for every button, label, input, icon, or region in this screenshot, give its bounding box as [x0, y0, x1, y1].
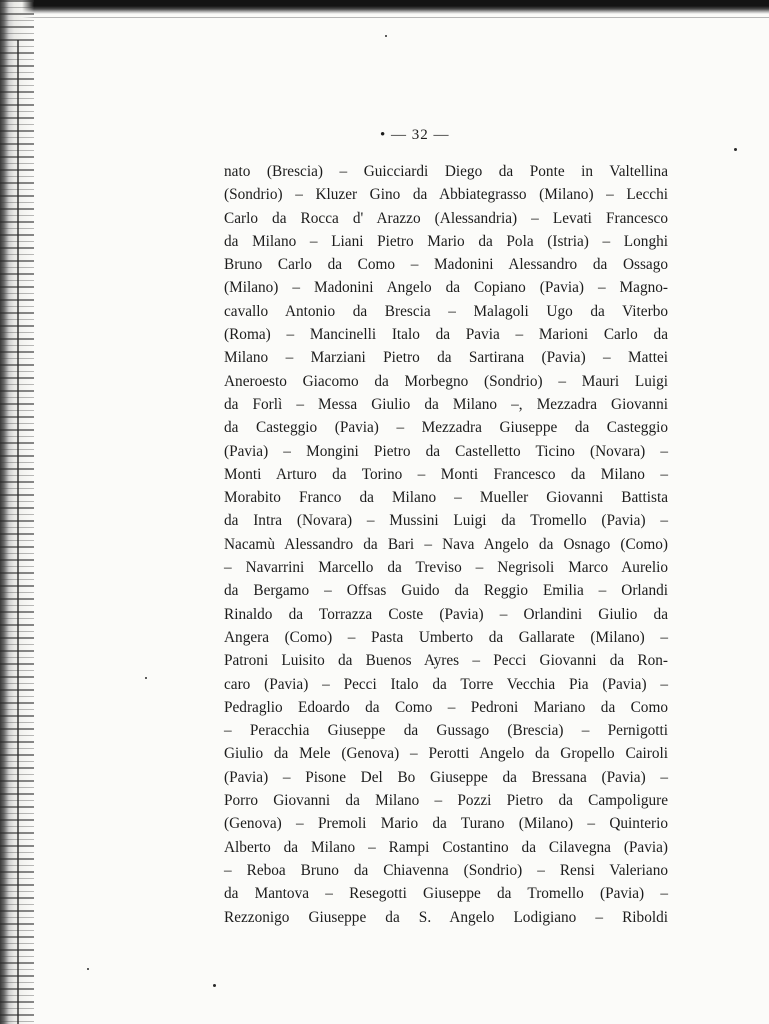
text-line: da Milano – Liani Pietro Mario da Pola (Istria) – Longhi	[224, 232, 668, 250]
text-line: (Genova) – Premoli Mario da Turano (Milano) – Quinterio	[224, 815, 668, 833]
text-line: – Peracchia Giuseppe da Gussago (Brescia) – Pernigotti	[224, 722, 668, 740]
text-line: Monti Arturo da Torino – Monti Francesco da Milano –	[224, 465, 668, 483]
text-line: da Intra (Novara) – Mussini Luigi da Tromello (Pavia) –	[224, 512, 668, 530]
text-line: (Milano) – Madonini Angelo da Copiano (Pavia) – Magno-	[224, 279, 668, 297]
text-line: Rezzonigo Giuseppe da S. Angelo Lodigiano – Riboldi	[224, 908, 668, 926]
page-top-rule	[20, 17, 769, 18]
text-line: (Pavia) – Mongini Pietro da Castelletto Ticino (Novara) –	[224, 442, 668, 460]
scan-speck	[145, 677, 147, 679]
text-line: caro (Pavia) – Pecci Italo da Torre Vecchia Pia (Pavia) –	[224, 675, 668, 693]
binding-stitch-line	[17, 40, 19, 1024]
scan-speck	[213, 984, 216, 987]
page-number: • — 32 —	[380, 127, 450, 143]
text-line: Carlo da Rocca d' Arazzo (Alessandria) – Levati Francesco	[224, 209, 668, 227]
text-line: Angera (Como) – Pasta Umberto da Gallarate (Milano) –	[224, 628, 668, 646]
scan-speck	[87, 968, 89, 970]
scan-speck	[385, 35, 387, 37]
text-line: – Navarrini Marcello da Treviso – Negrisoli Marco Aurelio	[224, 559, 668, 577]
text-line: Bruno Carlo da Como – Madonini Alessandro da Ossago	[224, 256, 668, 274]
text-line: Patroni Luisito da Buenos Ayres – Pecci Giovanni da Ron-	[224, 652, 668, 670]
text-line: (Pavia) – Pisone Del Bo Giuseppe da Bressana (Pavia) –	[224, 768, 668, 786]
text-line: Pedraglio Edoardo da Como – Pedroni Mariano da Como	[224, 698, 668, 716]
text-line: da Mantova – Resegotti Giuseppe da Tromello (Pavia) –	[224, 885, 668, 903]
text-line: Porro Giovanni da Milano – Pozzi Pietro da Campoligure	[224, 792, 668, 810]
text-line: Milano – Marziani Pietro da Sartirana (Pavia) – Mattei	[224, 349, 668, 367]
page-top-edge-shadow	[0, 0, 769, 14]
scan-speck	[734, 148, 737, 151]
text-line: Alberto da Milano – Rampi Costantino da Cilavegna (Pavia)	[224, 838, 668, 856]
text-line: Aneroesto Giacomo da Morbegno (Sondrio) – Mauri Luigi	[224, 372, 668, 390]
text-line: da Forlì – Messa Giulio da Milano –, Mezzadra Giovanni	[224, 395, 668, 413]
text-line: – Reboa Bruno da Chiavenna (Sondrio) – Rensi Valeriano	[224, 861, 668, 879]
text-line: Rinaldo da Torrazza Coste (Pavia) – Orlandini Giulio da	[224, 605, 668, 623]
text-line: Giulio da Mele (Genova) – Perotti Angelo da Gropello Cairoli	[224, 745, 668, 763]
text-line: Morabito Franco da Milano – Mueller Giovanni Battista	[224, 489, 668, 507]
text-line: da Casteggio (Pavia) – Mezzadra Giuseppe da Casteggio	[224, 419, 668, 437]
text-line: cavallo Antonio da Brescia – Malagoli Ugo da Viterbo	[224, 302, 668, 320]
text-line: nato (Brescia) – Guicciardi Diego da Ponte in Valtellina	[224, 163, 668, 180]
body-text	[224, 160, 668, 929]
text-line: da Bergamo – Offsas Guido da Reggio Emilia – Orlandi	[224, 582, 668, 600]
text-line: (Roma) – Mancinelli Italo da Pavia – Marioni Carlo da	[224, 326, 668, 344]
text-line: Nacamù Alessandro da Bari – Nava Angelo da Osnago (Como)	[224, 535, 668, 553]
text-line: (Sondrio) – Kluzer Gino da Abbiategrasso (Milano) – Lecchi	[224, 186, 668, 204]
